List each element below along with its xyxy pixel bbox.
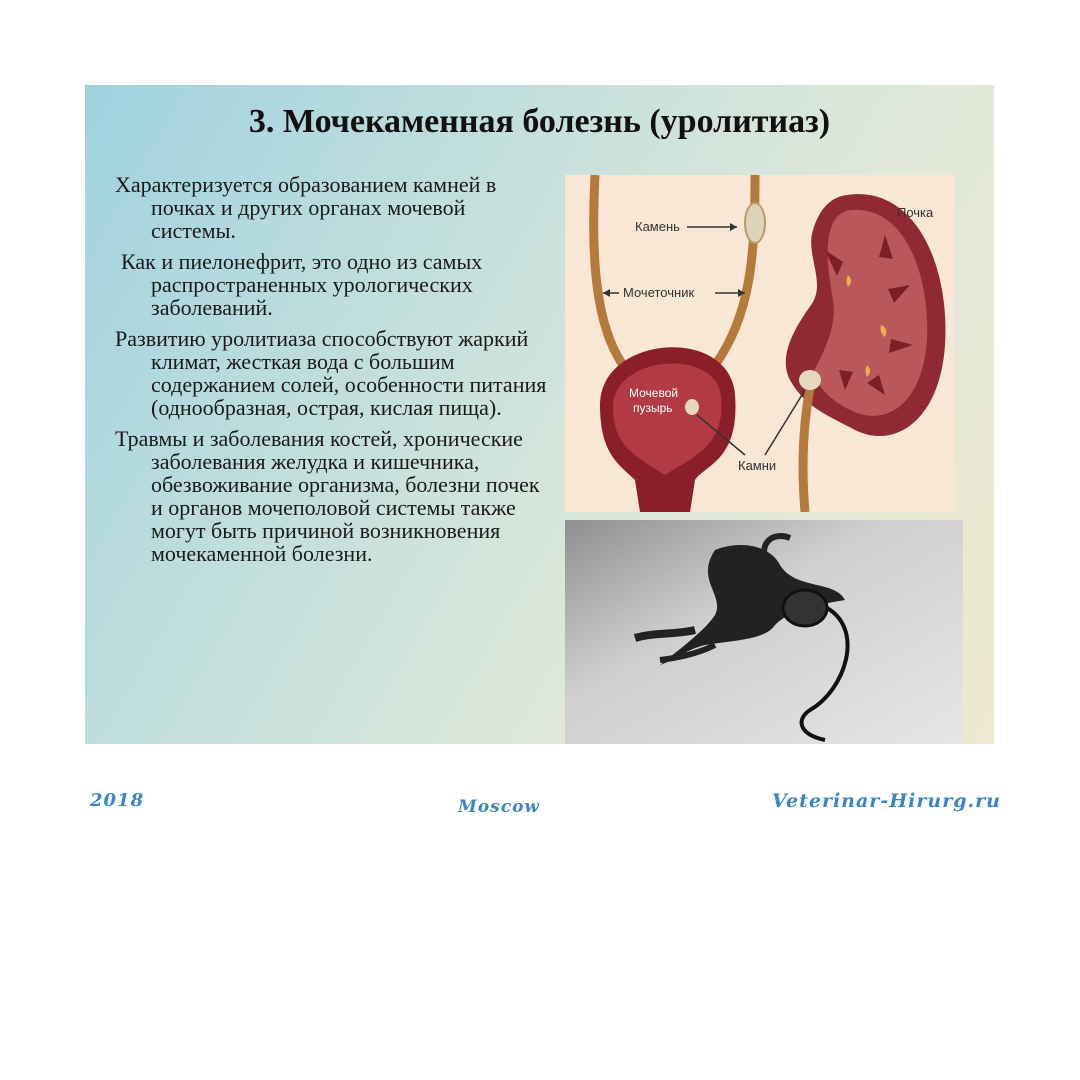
paragraph-3: Развитию уролитиаза способствуют жаркий климат, жесткая вода с большим содержанием солей, особенности питания (однообразная, острая, кислая пища).: [115, 326, 547, 420]
paragraph-2: Как и пиелонефрит, это одно из самых распространенных урологических заболеваний.: [121, 249, 483, 320]
label-stone: Камень: [635, 219, 680, 234]
label-ureter: Мочеточник: [623, 285, 695, 300]
body-text: [115, 173, 555, 573]
xray-image: [565, 520, 963, 744]
stone-in-ureter: [745, 203, 765, 243]
footer-city: Moscow: [458, 797, 541, 817]
label-kidney: Почка: [897, 205, 934, 220]
xray-illustration: [565, 520, 963, 744]
bladder-label-1: Мочевой: [629, 386, 679, 400]
stone-in-kidney: [799, 370, 821, 390]
bladder-label-2: пузырь: [633, 401, 673, 415]
slide: [85, 85, 994, 744]
footer-site: Veterinar-Hirurg.ru: [772, 790, 1001, 812]
kidney-diagram: [565, 175, 955, 512]
slide-title: 3. Мочекаменная болезнь (уролитиаз): [248, 103, 831, 140]
footer-year: 2018: [90, 790, 145, 811]
stone-in-bladder: [685, 399, 699, 415]
stone-shadow: [783, 590, 827, 626]
label-stones: Камни: [738, 458, 777, 473]
kidney-diagram-illustration: [565, 175, 955, 512]
paragraph-1: Характеризуется образованием камней в почках и других органах мочевой системы.: [115, 172, 497, 243]
paragraph-4: Травмы и заболевания костей, хронические заболевания желудка и кишечника, обезвоживание организма, болезни почек и органов мочеполовой системы также могут быть причиной возникновения мочекаменной болезни.: [115, 426, 540, 566]
